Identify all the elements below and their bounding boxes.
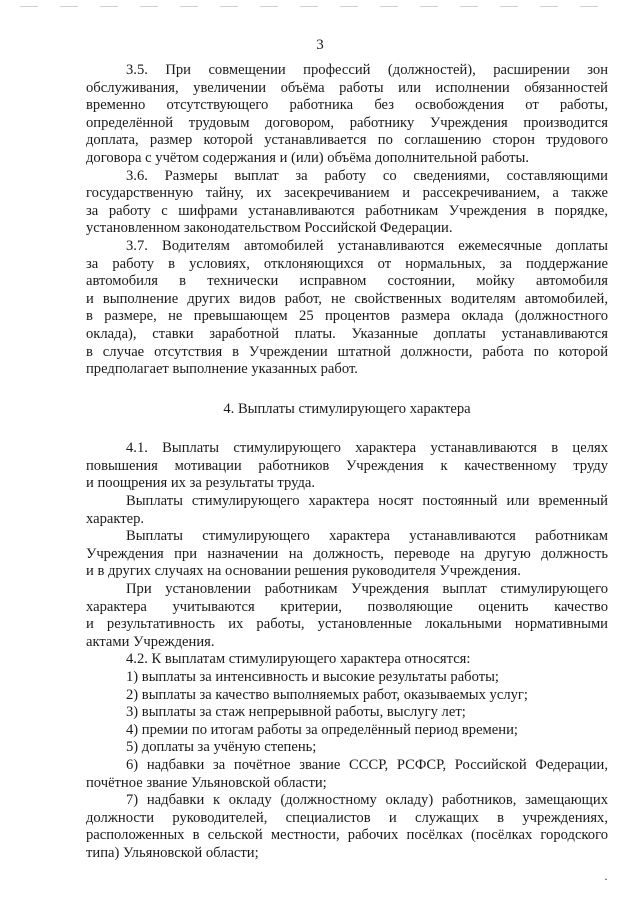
text-line: договора с учётом содержания и (или) объёма дополнительной работы. xyxy=(86,149,529,166)
text-line: 3.5. При совмещении профессий (должностей), расширении зон xyxy=(126,62,608,78)
text-line: характера учитываются критерии, позволяющие оценить качество xyxy=(86,598,608,615)
text-line: предполагает выполнение указанных работ. xyxy=(86,361,358,378)
text-line: и выполнение других видов работ, не свойственных водителям автомобилей, xyxy=(86,290,608,307)
paragraph xyxy=(86,722,608,740)
text-line: Выплаты стимулирующего характера носят постоянный или временный xyxy=(126,493,608,510)
text-line: 4.2. К выплатам стимулирующего характера относятся: xyxy=(126,651,471,668)
text-line: 2) выплаты за качество выполняемых работ, оказываемых услуг; xyxy=(126,686,528,703)
text-line: и результативность их работы, установленные локальными нормативными xyxy=(86,616,608,633)
spacer xyxy=(86,418,608,440)
text-line: и поощрения их за результаты труда. xyxy=(86,475,316,492)
paragraph xyxy=(86,757,608,792)
text-line: 1) выплаты за интенсивность и высокие результаты работы; xyxy=(126,669,499,685)
paragraph xyxy=(86,687,608,705)
text-line: 4) премии по итогам работы за определённый период времени; xyxy=(126,721,518,738)
text-line: автомобиля в технически исправном состоянии, мойку автомобиля xyxy=(86,273,608,290)
text-line: оклада), ставки заработной платы. Указанные доплаты устанавливаются xyxy=(86,325,608,342)
text-line: расположенных в сельской местности, рабочих посёлках (посёлках городского xyxy=(86,827,608,844)
paragraph xyxy=(86,238,608,379)
text-line: 6) надбавки за почётное звание СССР, РСФСР, Российской Федерации, xyxy=(126,756,608,773)
paragraph xyxy=(86,669,608,687)
text-line: почётное звание Ульяновской области; xyxy=(86,774,327,791)
paragraph xyxy=(86,704,608,722)
text-line: за работу в условиях, отклоняющихся от нормальных, за поддержание xyxy=(86,255,608,272)
corner-mark: · xyxy=(604,872,608,886)
text-line: государственную тайну, их засекречиванием и рассекречиванием, а также xyxy=(86,185,608,202)
text-line: 4.1. Выплаты стимулирующего характера устанавливаются в целях xyxy=(126,440,608,457)
text-line: повышения мотивации работников Учреждения к качественному труду xyxy=(86,457,608,474)
paragraph xyxy=(86,62,608,168)
text-line: характер. xyxy=(86,510,145,527)
text-line: Учреждения при назначении на должность, переводе на другую должность xyxy=(86,545,608,562)
paragraph xyxy=(86,739,608,757)
text-line: в размере, не превышающем 25 процентов размера оклада (должностного xyxy=(86,308,608,325)
text-line: 3.6. Размеры выплат за работу со сведениями, составляющими xyxy=(126,167,608,184)
text-line: типа) Ульяновской области; xyxy=(86,844,259,861)
paragraph xyxy=(86,440,608,493)
scan-header-artifact xyxy=(20,6,620,7)
document-body xyxy=(86,62,608,863)
text-line: доплата, размер которой устанавливается по соглашению сторон трудового xyxy=(86,132,608,149)
text-line: установленном законодательством Российской Федерации. xyxy=(86,220,453,237)
paragraph xyxy=(86,792,608,862)
paragraph xyxy=(86,168,608,238)
text-line: временно отсутствующего работника без освобождения от работы, xyxy=(86,97,608,114)
spacer xyxy=(86,379,608,401)
text-line: 7) надбавки к окладу (должностному окладу) работников, замещающих xyxy=(126,792,608,809)
text-line: определённой трудовым договором, работнику Учреждения производится xyxy=(86,114,608,131)
section-heading: 4. Выплаты стимулирующего характера xyxy=(223,400,471,417)
text-line: обслуживания, увеличении объёма работы или исполнении обязанностей xyxy=(86,79,608,96)
paragraph xyxy=(86,581,608,651)
text-line: При установлении работникам Учреждения выплат стимулирующего xyxy=(126,581,608,598)
page-number: 3 xyxy=(316,37,324,53)
text-line: 3.7. Водителям автомобилей устанавливаются ежемесячные доплаты xyxy=(126,237,608,254)
text-line: должности руководителей, специалистов и служащих в учреждениях, xyxy=(86,809,608,826)
text-line: 3) выплаты за стаж непрерывной работы, выслугу лет; xyxy=(126,704,466,721)
text-line: Выплаты стимулирующего характера устанавливаются работникам xyxy=(126,528,608,545)
text-line: и в других случаях на основании решения руководителя Учреждения. xyxy=(86,563,521,580)
text-line: актами Учреждения. xyxy=(86,633,215,650)
paragraph xyxy=(86,493,608,528)
text-line: 5) доплаты за учёную степень; xyxy=(126,739,317,756)
text-line: в случае отсутствия в Учреждении штатной должности, работа по которой xyxy=(86,343,608,360)
text-line: за работу с шифрами устанавливаются работникам Учреждения в порядке, xyxy=(86,202,608,219)
paragraph xyxy=(86,651,608,669)
paragraph xyxy=(86,528,608,581)
